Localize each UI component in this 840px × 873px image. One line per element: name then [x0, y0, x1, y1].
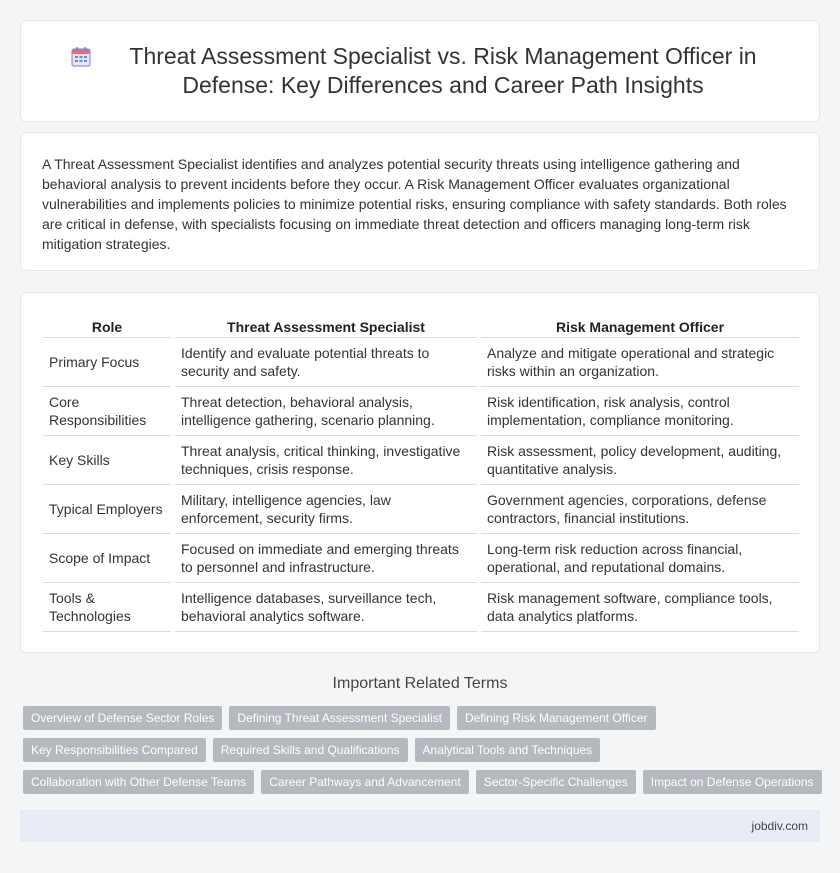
tag-row: [23, 770, 823, 794]
table-row: [43, 386, 799, 435]
footer-site-link[interactable]: jobdiv.com: [751, 819, 808, 833]
intro-card: [20, 132, 820, 271]
cell-threat: Threat detection, behavioral analysis, intelligence gathering, scenario planning.: [173, 386, 479, 435]
table-header-row: [43, 313, 799, 337]
cell-risk: Risk assessment, policy development, auditing, quantitative analysis.: [479, 435, 799, 484]
tag-impact-defense-operations[interactable]: Impact on Defense Operations: [643, 770, 822, 794]
header-card: [20, 20, 820, 122]
tag-career-pathways-advancement[interactable]: Career Pathways and Advancement: [261, 770, 468, 794]
table-row: [43, 533, 799, 582]
tag-row: [23, 738, 823, 762]
cell-threat: Identify and evaluate potential threats to security and safety.: [173, 337, 479, 386]
header-risk-management-officer: Risk Management Officer: [479, 313, 799, 337]
calendar-icon: [70, 46, 92, 68]
related-terms-title: Important Related Terms: [332, 675, 508, 692]
tag-defining-threat-assessment-specialist[interactable]: Defining Threat Assessment Specialist: [229, 706, 450, 730]
cell-threat: Military, intelligence agencies, law enforcement, security firms.: [173, 484, 479, 533]
row-label: Primary Focus: [43, 337, 173, 386]
tag-sector-specific-challenges[interactable]: Sector-Specific Challenges: [476, 770, 636, 794]
cell-risk: Risk identification, risk analysis, control implementation, compliance monitoring.: [479, 386, 799, 435]
table-row: [43, 337, 799, 386]
tag-collaboration-defense-teams[interactable]: Collaboration with Other Defense Teams: [23, 770, 254, 794]
tag-analytical-tools-techniques[interactable]: Analytical Tools and Techniques: [415, 738, 601, 762]
cell-threat: Focused on immediate and emerging threats to personnel and infrastructure.: [173, 533, 479, 582]
header-role: Role: [43, 313, 173, 337]
cell-risk: Government agencies, corporations, defense contractors, financial institutions.: [479, 484, 799, 533]
tag-required-skills-qualifications[interactable]: Required Skills and Qualifications: [213, 738, 408, 762]
row-label: Tools & Technologies: [43, 582, 173, 631]
page-title: Threat Assessment Specialist vs. Risk Management Officer in Defense: Key Differences and Career Path Insights: [129, 43, 757, 98]
tag-defining-risk-management-officer[interactable]: Defining Risk Management Officer: [457, 706, 656, 730]
table-row: [43, 435, 799, 484]
tag-key-responsibilities-compared[interactable]: Key Responsibilities Compared: [23, 738, 206, 762]
comparison-table-card: [20, 292, 820, 653]
row-label: Core Responsibilities: [43, 386, 173, 435]
cell-risk: Risk management software, compliance tools, data analytics platforms.: [479, 582, 799, 631]
header-threat-assessment-specialist: Threat Assessment Specialist: [173, 313, 479, 337]
cell-risk: Long-term risk reduction across financial, operational, and reputational domains.: [479, 533, 799, 582]
tag-overview-defense-sector-roles[interactable]: Overview of Defense Sector Roles: [23, 706, 222, 730]
header-inner: [70, 42, 770, 100]
cell-risk: Analyze and mitigate operational and strategic risks within an organization.: [479, 337, 799, 386]
row-label: Typical Employers: [43, 484, 173, 533]
table-row: [43, 582, 799, 631]
tag-row: [23, 706, 823, 730]
cell-threat: Threat analysis, critical thinking, investigative techniques, crisis response.: [173, 435, 479, 484]
table-row: [43, 484, 799, 533]
footer: [20, 810, 820, 842]
row-label: Scope of Impact: [43, 533, 173, 582]
cell-threat: Intelligence databases, surveillance tech, behavioral analytics software.: [173, 582, 479, 631]
intro-paragraph: A Threat Assessment Specialist identifies and analyzes potential security threats using intelligence gathering and behavioral analysis to prevent incidents before they occur. A Risk Management Officer evaluates organizational vulnerabilities and implements policies to minimize potential risks, ensuring compliance with safety standards. Both roles are critical in defense, with specialists focusing on immediate threat detection and officers managing long-term risk mitigation strategies.: [42, 156, 787, 252]
related-terms-tags: [23, 706, 823, 802]
comparison-table: [43, 313, 799, 632]
row-label: Key Skills: [43, 435, 173, 484]
